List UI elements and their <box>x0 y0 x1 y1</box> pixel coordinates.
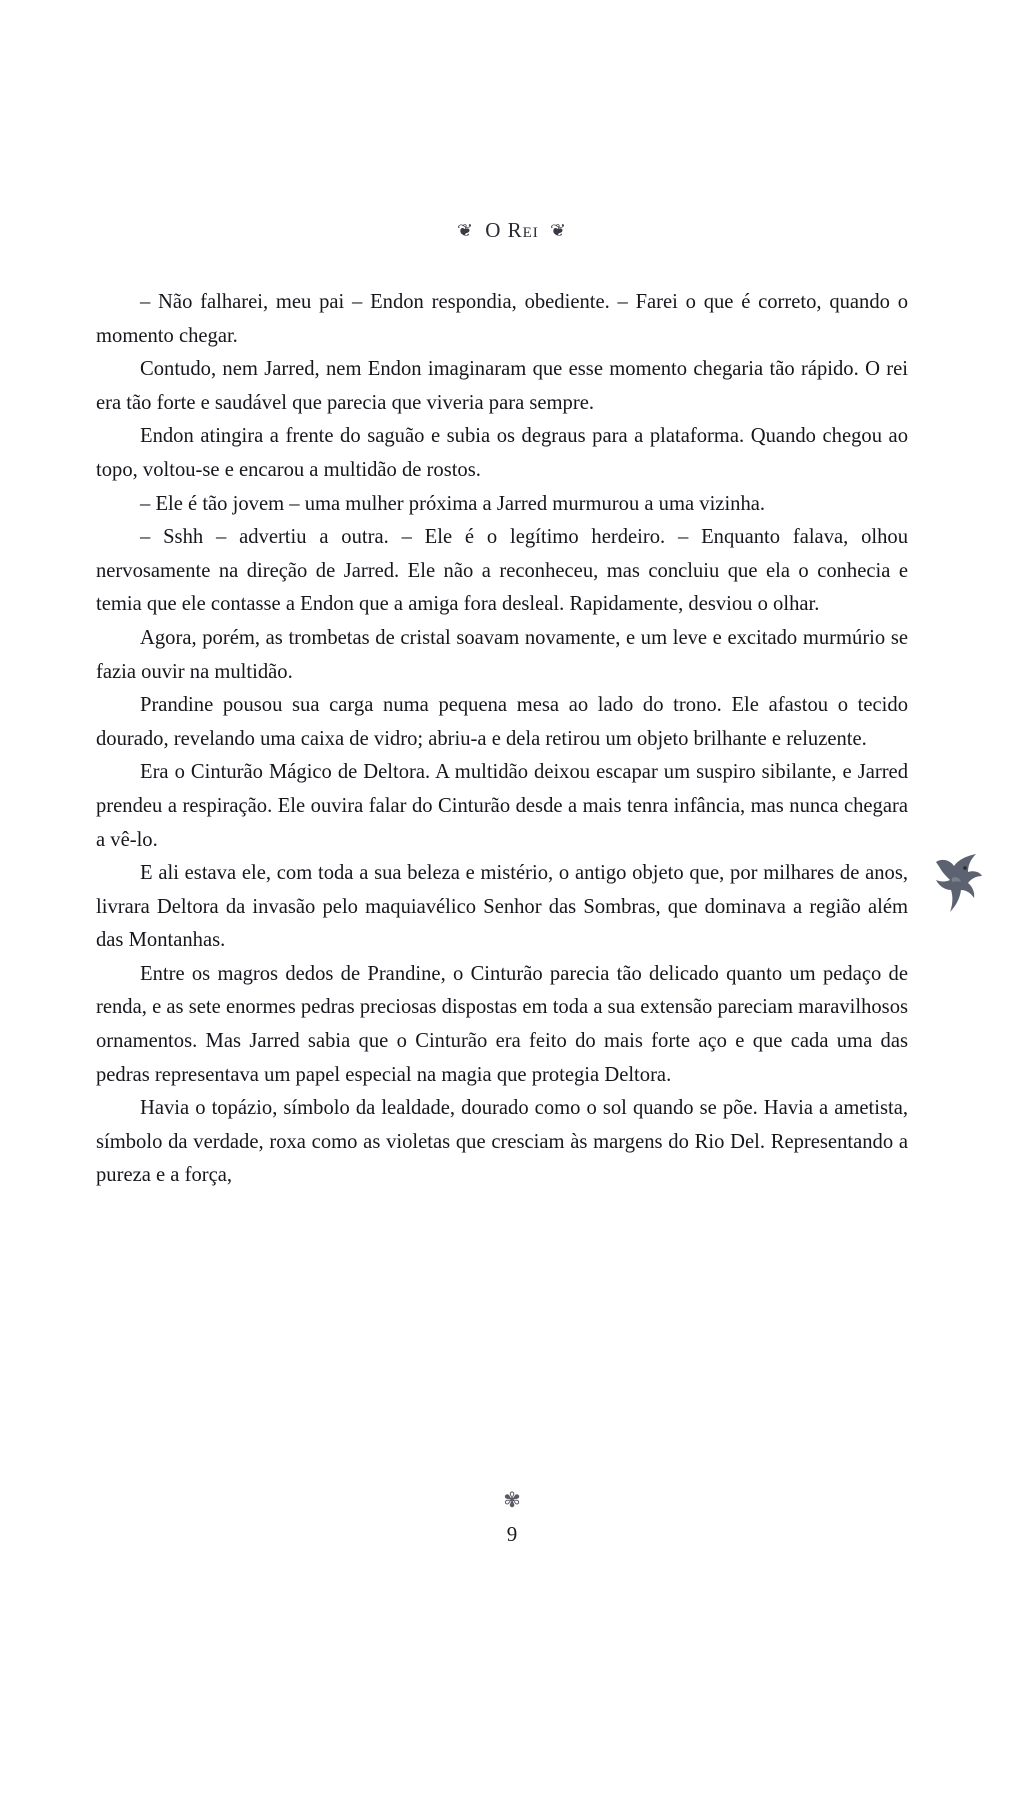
footer-ornament-icon: ✾ <box>503 1488 521 1512</box>
paragraph: Havia o topázio, símbolo da lealdade, dourado como o sol quando se põe. Havia a ametista, símbolo da verdade, roxa como as violetas que cresciam às margens do Rio Del. Representando a pureza e a força, <box>96 1097 908 1187</box>
running-head <box>0 218 1024 243</box>
dragon-icon <box>930 848 984 914</box>
running-head-text: O Rei <box>485 218 539 242</box>
paragraph: Contudo, nem Jarred, nem Endon imaginaram que esse momento chegaria tão rápido. O rei era tão forte e saudável que parecia que viveria para sempre. <box>96 358 908 414</box>
paragraph: Entre os magros dedos de Prandine, o Cinturão parecia tão delicado quanto um pedaço de renda, e as sete enormes pedras preciosas dispostas em toda a sua extensão pareciam maravilhosos ornamentos. Mas Jarred sabia que o Cinturão era feito do mais forte aço e que cada uma das pedras representava um papel especial na magia que protegia Deltora. <box>96 962 908 1086</box>
paragraph: Prandine pousou sua carga numa pequena mesa ao lado do trono. Ele afastou o tecido dourado, revelando uma caixa de vidro; abriu-a e dela retirou um objeto brilhante e reluzente. <box>96 694 908 750</box>
paragraph: Endon atingira a frente do saguão e subia os degraus para a plataforma. Quando chegou ao topo, voltou-se e encarou a multidão de rostos. <box>96 425 908 481</box>
paragraph: E ali estava ele, com toda a sua beleza e mistério, o antigo objeto que, por milhares de anos, livrara Deltora da invasão pelo maquiavélico Senhor das Sombras, que dominava a região além das Montanhas. <box>96 862 908 952</box>
paragraph: Agora, porém, as trombetas de cristal soavam novamente, e um leve e excitado murmúrio se fazia ouvir na multidão. <box>96 626 908 683</box>
page-number: 9 <box>506 1522 518 1546</box>
ornament-left-icon: ❦ <box>457 221 475 240</box>
paragraph: Era o Cinturão Mágico de Deltora. A multidão deixou escapar um suspiro sibilante, e Jarred prendeu a respiração. Ele ouvira falar do Cinturão desde a mais tenra infância, mas nunca chegara a vê-lo. <box>96 761 908 851</box>
paragraph: – Não falharei, meu pai – Endon respondia, obediente. – Farei o que é correto, quando o momento chegar. <box>96 291 908 347</box>
ornament-right-icon: ❦ <box>549 221 567 240</box>
paragraph: – Ele é tão jovem – uma mulher próxima a Jarred murmurou a uma vizinha. <box>140 492 766 515</box>
body-text <box>96 286 908 1193</box>
paragraph: – Sshh – advertiu a outra. – Ele é o legítimo herdeiro. – Enquanto falava, olhou nervosamente na direção de Jarred. Ele não a reconheceu, mas concluiu que ela o conhecia e temia que ele contasse a Endon que a amiga fora desleal. Rapidamente, desviou o olhar. <box>96 526 908 616</box>
